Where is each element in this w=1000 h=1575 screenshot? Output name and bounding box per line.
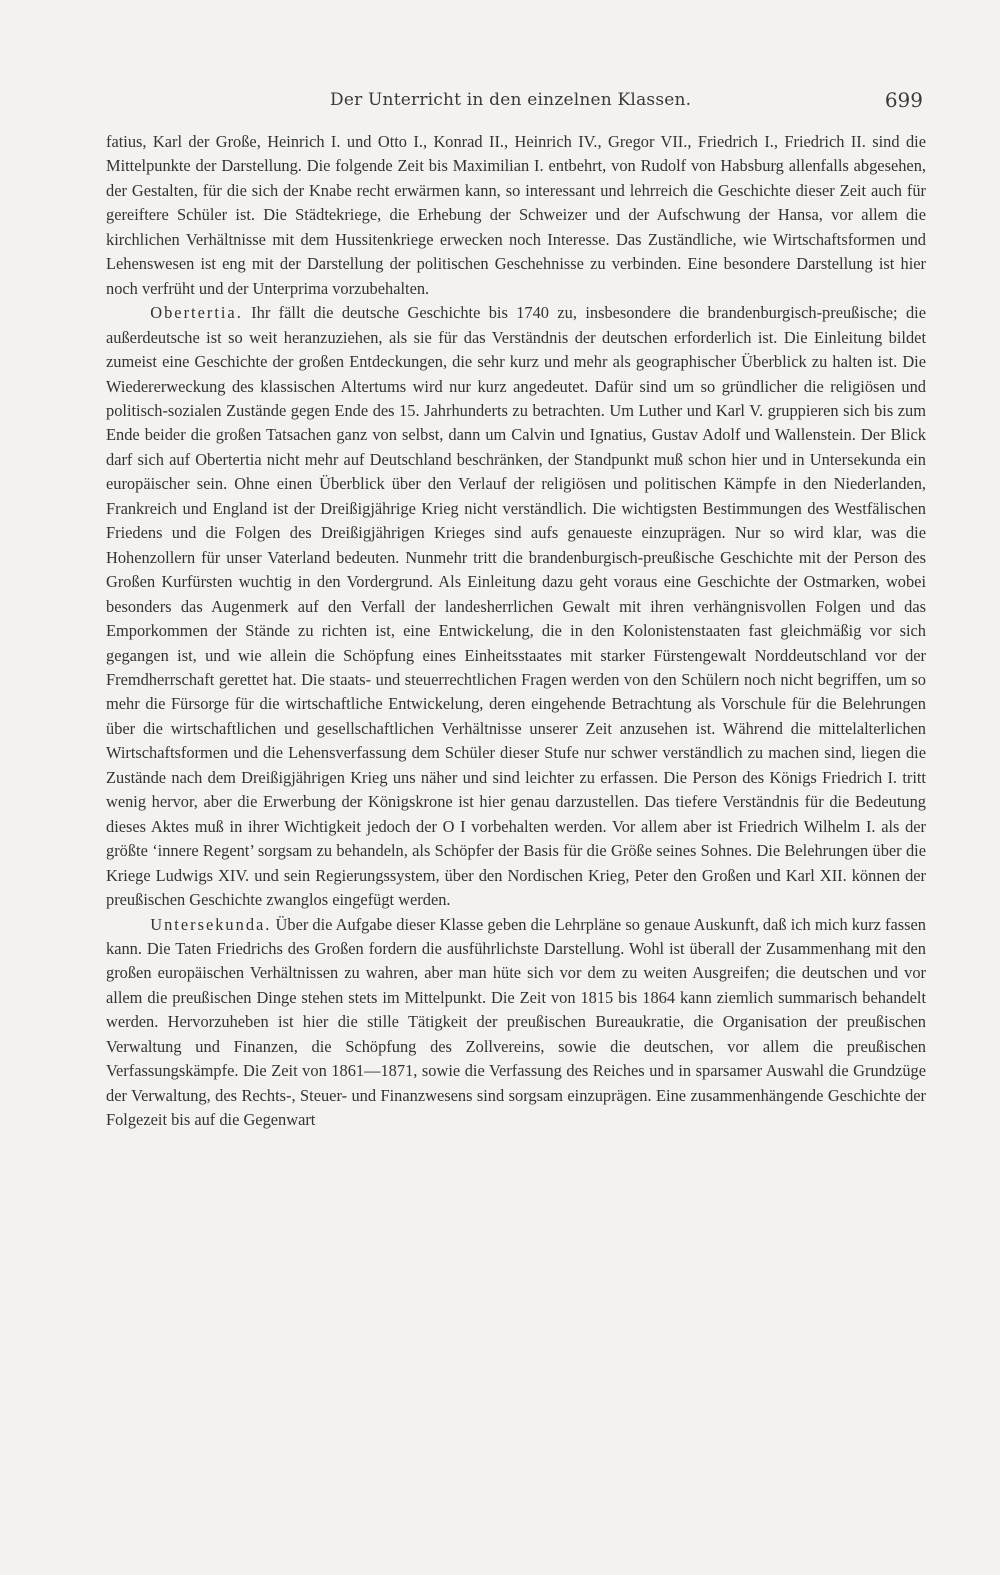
paragraph-obertertia bbox=[106, 301, 926, 912]
paragraph-text: fatius, Karl der Große, Heinrich I. und Otto I., Konrad II., Heinrich IV., Gregor VII., Friedrich I., Friedrich II. sind die Mittelpunkte der Darstellung. Die folgende Zeit bis Maximilian I. entbehrt, von Rudolf von Habsburg allenfalls abgesehen, der Gestalten, für die sich der Knabe recht erwärmen kann, so interessant und lehrreich die Geschichte dieser Zeit auch für gereiftere Schüler ist. Die Städtekriege, die Erhebung der Schweizer und der Aufschwung der Hansa, vor allem die kirchlichen Verhältnisse mit dem Hussitenkriege erwecken noch Interesse. Das Zuständliche, wie Wirtschaftsformen und Lehenswesen ist eng mit der Darstellung der politischen Geschehnisse zu verbinden. Eine besondere Darstellung ist hier noch verfrüht und der Unterprima vorzubehalten. bbox=[106, 132, 926, 298]
paragraph-continuation bbox=[106, 130, 926, 301]
section-lead-untersekunda: Untersekunda. bbox=[150, 914, 272, 934]
paragraph-untersekunda bbox=[106, 913, 926, 1133]
paragraph-text: Über die Aufgabe dieser Klasse geben die Lehrpläne so genaue Auskunft, daß ich mich kurz fassen kann. Die Taten Friedrichs des Großen fordern die ausführlichste Darstellung. Wohl ist überall der Zusammenhang mit den großen europäischen Verhältnissen zu wahren, aber man hüte sich vor dem zu weiten Ausgreifen; die deutschen und vor allem die preußischen Dinge stehen stets im Mittelpunkt. Die Zeit von 1815 bis 1864 kann ziemlich summarisch behandelt werden. Hervorzuheben ist hier die stille Tätigkeit der preußischen Bureaukratie, die Organisation der preußischen Verwaltung und Finanzen, die Schöpfung des Zollvereins, sowie die deutschen, vor allem die preußischen Verfassungskämpfe. Die Zeit von 1861—1871, sowie die Verfassung des Reiches und in sparsamer Auswahl die Grundzüge der Verwaltung, des Rechts-, Steuer- und Finanzwesens sind sorgsam einzuprägen. Eine zusammenhängende Geschichte der Folgezeit bis auf die Gegenwart bbox=[106, 914, 926, 1130]
section-lead-obertertia: Obertertia. bbox=[150, 303, 243, 323]
paragraph-text: Ihr fällt die deutsche Geschichte bis 1740 zu, insbesondere die brandenburgisch-preußische; die außerdeutsche ist so weit heranzuziehen, als sie für das Verständnis der deutschen erforderlich ist. Die Einleitung bildet zumeist eine Geschichte der großen Entdeckungen, die sehr kurz und mehr als geographischer Überblick zu halten ist. Die Wiedererweckung des klassischen Altertums wird nur kurz angedeutet. Dafür sind um so gründlicher die religiösen und politisch-sozialen Zustände gegen Ende des 15. Jahrhunderts zu betrachten. Um Luther und Karl V. gruppieren sich bis zum Ende beider die großen Tatsachen ganz von selbst, dann um Calvin und Ignatius, Gustav Adolf und Wallenstein. Der Blick darf sich auf Obertertia nicht mehr auf Deutschland beschränken, der Standpunkt muß schon hier und in Untersekunda ein europäischer sein. Ohne einen Überblick über den Verlauf der religiösen und politischen Kämpfe in den Niederlanden, Frankreich und England ist der Dreißigjährige Krieg nicht verständlich. Die wichtigsten Bestimmungen des Westfälischen Friedens und die Folgen des Dreißigjährigen Krieges sind aufs genaueste einzuprägen. Nur so wird klar, was die Hohenzollern für unser Vaterland bedeuten. Nunmehr tritt die brandenburgisch-preußische Geschichte mit der Person des Großen Kurfürsten wuchtig in den Vordergrund. Als Einleitung dazu geht voraus eine Geschichte der Ostmarken, wobei besonders das Augenmerk auf den Verfall der landesherrlichen Gewalt mit ihren verhängnisvollen Folgen und das Emporkommen der Stände zu richten ist, eine Entwickelung, die in den Kolonistenstaaten fast gleichmäßig vor sich gegangen ist, und wie allein die Schöpfung eines Einheitsstaates mit starker Fürstengewalt Norddeutschland vor der Fremdherrschaft gerettet hat. Die staats- und steuerrechtlichen Fragen werden von den Schülern noch nicht begriffen, um so mehr die Fürsorge für die wirtschaftliche Entwickelung, deren eingehende Betrachtung als Vorschule für die Belehrungen über die wirtschaftlichen und gesellschaftlichen Verhältnisse unserer Zeit anzusehen ist. Während die mittelalterlichen Wirtschaftsformen und die Lehensverfassung dem Schüler dieser Stufe nur schwer verständlich zu machen sind, liegen die Zustände nach dem Dreißigjährigen Krieg uns näher und sind leichter zu erfassen. Die Person des Königs Friedrich I. tritt wenig hervor, aber die Erwerbung der Königskrone ist hier genau darzustellen. Das tiefere Verständnis für die Bedeutung dieses Aktes muß in ihrer Wichtigkeit jedoch der O I vorbehalten werden. Vor allem aber ist Friedrich Wilhelm I. als der größte ‘innere Regent’ sorgsam zu behandeln, als Schöpfer der Basis für die Größe seines Sohnes. Die Belehrungen über die Kriege Ludwigs XIV. und sein Regierungssystem, über den Nordischen Krieg, Peter den Großen und Karl XII. können der preußischen Geschichte zwanglos eingefügt werden. bbox=[106, 303, 926, 910]
body-text bbox=[106, 130, 926, 1133]
page-number: 699 bbox=[884, 88, 923, 112]
running-head: Der Unterricht in den einzelnen Klassen. bbox=[330, 90, 692, 110]
